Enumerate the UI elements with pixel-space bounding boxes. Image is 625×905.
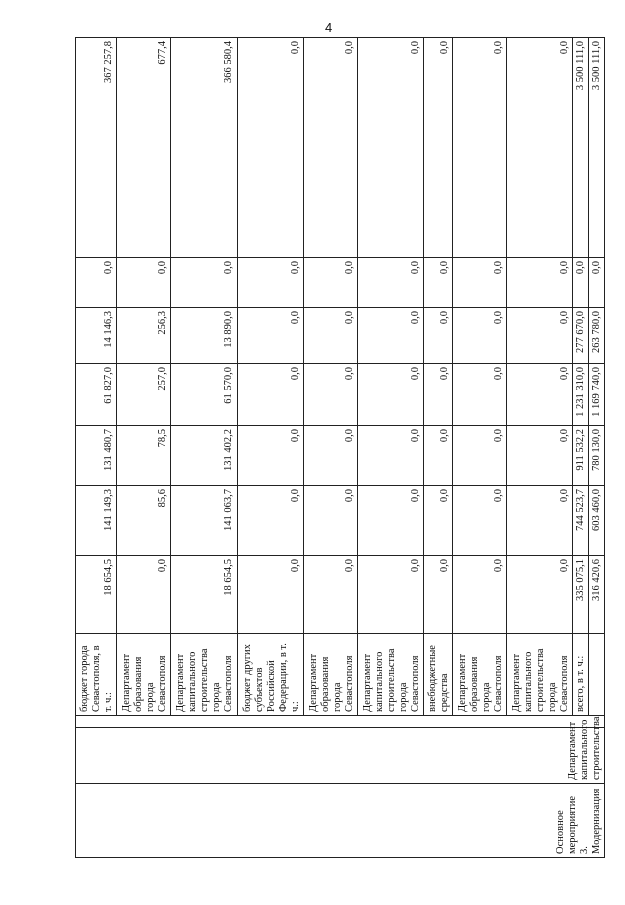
total-cell: 0,0 — [357, 38, 424, 258]
executor-cell — [76, 716, 605, 784]
value-cell: 0,0 — [304, 486, 358, 556]
source-cell: Департамент образования города Севастополя — [452, 634, 506, 716]
total-cell: 0,0 — [304, 38, 358, 258]
total-cell: 0,0 — [452, 38, 506, 258]
source-cell: Департамент капитального строительства города Севастополя — [357, 634, 424, 716]
value-cell: 0,0 — [506, 364, 573, 426]
value-cell: 14 146,3 — [76, 308, 117, 364]
value-cell: 0,0 — [237, 556, 304, 634]
value-cell: 257,0 — [117, 364, 171, 426]
source-cell: Департамент капитального строительства города Севастополя — [171, 634, 238, 716]
value-cell: 0,0 — [304, 308, 358, 364]
value-cell: 0,0 — [589, 258, 605, 308]
source-cell: бюджет города Севастополя, в т. ч.: — [76, 634, 117, 716]
value-cell: 0,0 — [304, 258, 358, 308]
value-cell: 0,0 — [424, 258, 453, 308]
value-cell: 0,0 — [506, 258, 573, 308]
total-cell: 366 580,4 — [171, 38, 238, 258]
value-cell: 0,0 — [237, 308, 304, 364]
value-cell: 131 402,2 — [171, 426, 238, 486]
value-cell: 0,0 — [452, 556, 506, 634]
value-cell: 0,0 — [452, 308, 506, 364]
value-cell: 18 654,5 — [171, 556, 238, 634]
value-cell: 0,0 — [506, 486, 573, 556]
value-cell: 61 570,0 — [171, 364, 238, 426]
program-label: Основное мероприятие 3. Модернизация — [554, 788, 602, 854]
total-cell: 0,0 — [506, 38, 573, 258]
value-cell: 0,0 — [452, 258, 506, 308]
source-cell: внебюджетные средства — [424, 634, 453, 716]
value-cell: 0,0 — [357, 426, 424, 486]
value-cell: 0,0 — [357, 486, 424, 556]
value-cell: 0,0 — [424, 426, 453, 486]
value-cell: 0,0 — [424, 486, 453, 556]
value-cell: 131 480,7 — [76, 426, 117, 486]
value-cell: 0,0 — [506, 308, 573, 364]
value-cell: 0,0 — [424, 308, 453, 364]
total-cell: 677,4 — [117, 38, 171, 258]
value-cell: 0,0 — [452, 364, 506, 426]
executor-label: Департамент капитального строительства — [566, 716, 602, 780]
value-cell: 0,0 — [506, 426, 573, 486]
value-cell: 0,0 — [304, 426, 358, 486]
value-cell: 18 654,5 — [76, 556, 117, 634]
value-cell: 0,0 — [117, 258, 171, 308]
value-cell: 316 420,6 — [589, 556, 605, 634]
program-cell — [76, 784, 605, 858]
value-cell: 603 460,0 — [589, 486, 605, 556]
value-cell: 0,0 — [237, 364, 304, 426]
value-cell: 256,3 — [117, 308, 171, 364]
rotated-table-area — [75, 38, 605, 858]
value-cell: 78,5 — [117, 426, 171, 486]
value-cell: 0,0 — [357, 556, 424, 634]
source-cell — [589, 634, 605, 716]
value-cell: 0,0 — [424, 364, 453, 426]
value-cell: 263 780,0 — [589, 308, 605, 364]
value-cell: 141 149,3 — [76, 486, 117, 556]
value-cell: 1 169 740,0 — [589, 364, 605, 426]
value-cell: 0,0 — [237, 258, 304, 308]
value-cell: 1 231 310,0 — [573, 364, 589, 426]
value-cell: 141 063,7 — [171, 486, 238, 556]
value-cell: 780 130,0 — [589, 426, 605, 486]
value-cell: 0,0 — [506, 556, 573, 634]
value-cell: 0,0 — [237, 486, 304, 556]
table-frame — [75, 38, 605, 858]
value-cell: 13 890,0 — [171, 308, 238, 364]
value-cell: 0,0 — [573, 258, 589, 308]
funding-table — [75, 37, 605, 858]
value-cell: 0,0 — [171, 258, 238, 308]
value-cell: 0,0 — [424, 556, 453, 634]
total-cell: 0,0 — [424, 38, 453, 258]
value-cell: 0,0 — [357, 308, 424, 364]
value-cell: 0,0 — [357, 364, 424, 426]
total-cell: 3 500 111,0 — [589, 38, 605, 258]
empty-cell — [76, 716, 605, 728]
value-cell: 0,0 — [304, 364, 358, 426]
value-cell: 0,0 — [357, 258, 424, 308]
source-cell: бюджет других субъектов Российской Федерации, в т. ч.: — [237, 634, 304, 716]
value-cell: 85,6 — [117, 486, 171, 556]
value-cell: 335 075,1 — [573, 556, 589, 634]
value-cell: 61 827,0 — [76, 364, 117, 426]
source-cell: всего, в т. ч.: — [573, 634, 589, 716]
value-cell: 0,0 — [304, 556, 358, 634]
source-cell: Департамент образования города Севастополя — [117, 634, 171, 716]
source-cell: Департамент капитального строительства города Севастополя — [506, 634, 573, 716]
value-cell: 277 670,0 — [573, 308, 589, 364]
value-cell: 744 523,7 — [573, 486, 589, 556]
page-number: 4 — [325, 20, 333, 35]
total-cell: 0,0 — [237, 38, 304, 258]
total-cell: 367 257,8 — [76, 38, 117, 258]
total-cell: 3 500 111,0 — [573, 38, 589, 258]
table-row — [76, 38, 117, 858]
value-cell: 0,0 — [117, 556, 171, 634]
value-cell: 0,0 — [237, 426, 304, 486]
value-cell: 0,0 — [76, 258, 117, 308]
value-cell: 911 532,2 — [573, 426, 589, 486]
value-cell: 0,0 — [452, 486, 506, 556]
source-cell: Департамент образования города Севастополя — [304, 634, 358, 716]
value-cell: 0,0 — [452, 426, 506, 486]
